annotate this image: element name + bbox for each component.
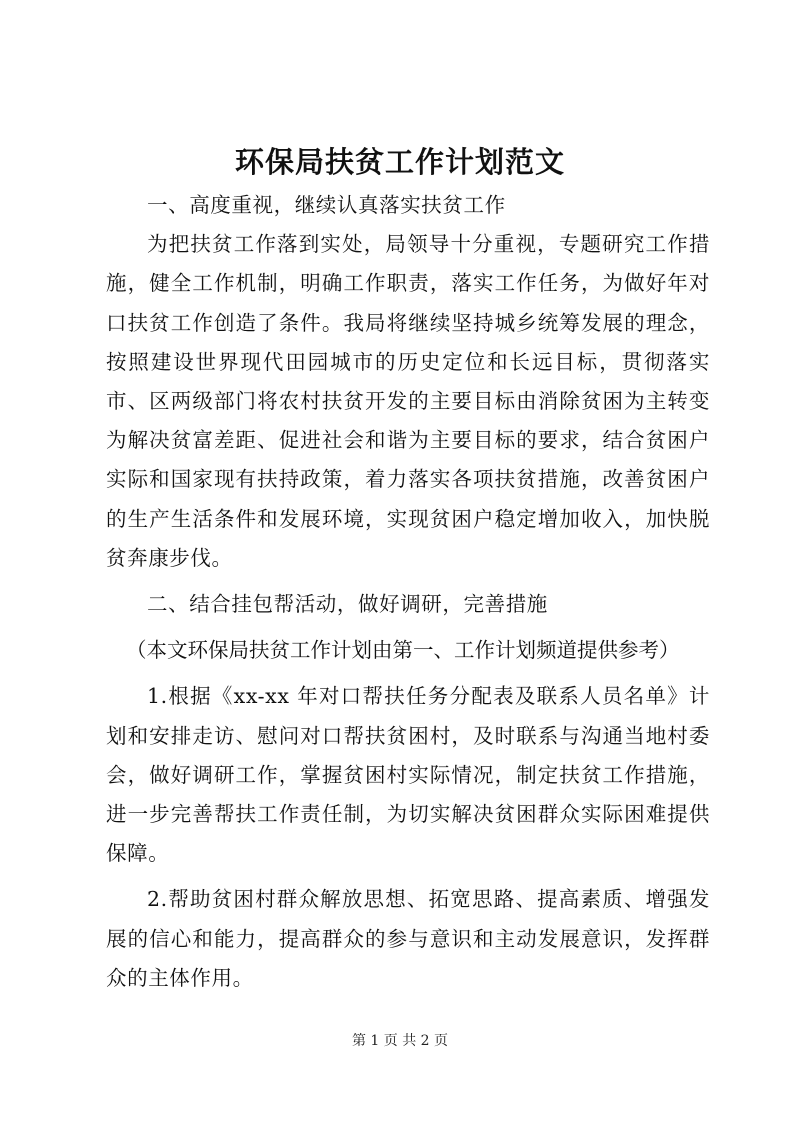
list-item-1: 1.根据《xx-xx 年对口帮扶任务分配表及联系人员名单》计划和安排走访、慰问对口帮扶贫困村，及时联系与沟通当地村委会，做好调研工作，掌握贫困村实际情况，制定扶贫工作措施，进一步完善帮扶工作责任制，为切实解决贫困群众实际困难提供保障。 (106, 684, 710, 866)
section-heading-2: 二、结合挂包帮活动，做好调研，完善措施 (147, 592, 548, 617)
document-body (106, 186, 710, 998)
document-title: 环保局扶贫工作计划范文 (234, 145, 565, 179)
page-footer: 第 1 页 共 2 页 (351, 1033, 449, 1049)
source-note: （本文环保局扶贫工作计划由第一、工作计划频道提供参考） (126, 638, 680, 663)
section-heading-1: 一、高度重视，继续认真落实扶贫工作 (147, 193, 506, 217)
list-item-2: 2.帮助贫困村群众解放思想、拓宽思路、提高素质、增强发展的信心和能力，提高群众的参与意识和主动发展意识，发挥群众的主体作用。 (106, 887, 710, 990)
paragraph-1: 为把扶贫工作落到实处，局领导十分重视，专题研究工作措施，健全工作机制，明确工作职责，落实工作任务，为做好年对口扶贫工作创造了条件。我局将继续坚持城乡统筹发展的理念，按照建设世界现代田园城市的历史定位和长远目标，贯彻落实市、区两级部门将农村扶贫开发的主要目标由消除贫困为主转变为解决贫富差距、促进社会和谐为主要目标的要求，结合贫困户实际和国家现有扶持政策，着力落实各项扶贫措施，改善贫困户的生产生活条件和发展环境，实现贫困户稳定增加收入，加快脱贫奔康步伐。 (106, 232, 710, 570)
